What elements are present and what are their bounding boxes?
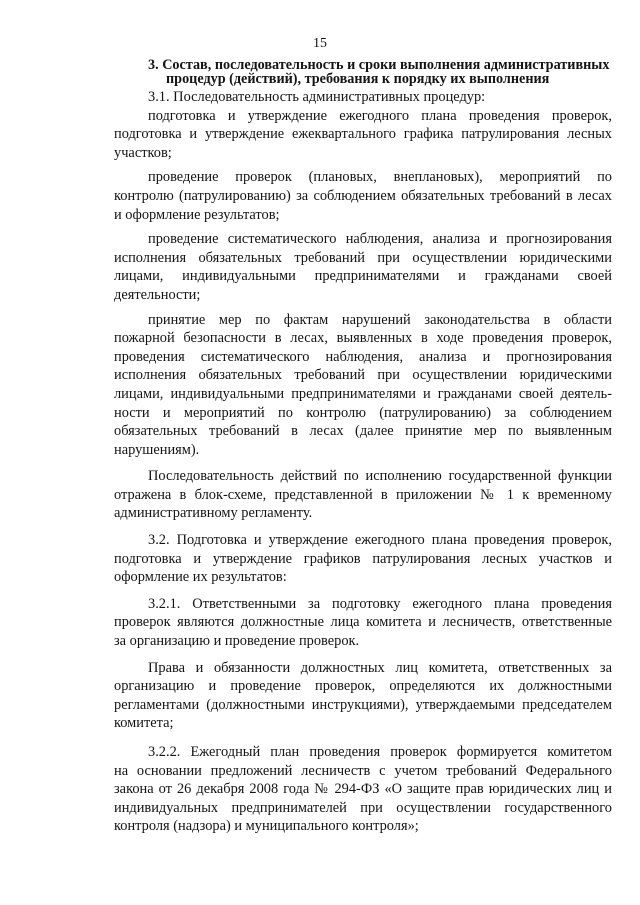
text-line: подготовка и утверждение ежегодного плана проведения проверок, [148,107,612,124]
text-line: нарушениям). [114,441,200,458]
paragraph [114,595,612,651]
text-line: индивидуальных предпринимателей при осуществлении государственного [114,799,612,816]
text-line: пожарной безопасности в лесах, выявленных в ходе проведения проверок, [114,330,612,347]
text-line: контроля (надзора) и муниципального контроля»; [114,818,419,835]
section-heading [148,58,618,86]
section-heading-line: 3. Состав, последовательность и сроки выполнения административных [148,57,610,73]
text-line: регламентами (должностными инструкциями), утверждаемыми председателем [114,696,612,713]
text-line: лицами, индивидуальными предпринимателями и гражданами своей [114,268,612,285]
paragraph [114,311,612,460]
text-line: административному регламенту. [114,505,313,522]
text-line: исполнения обязательных требований при осуществлении юридическими [114,367,612,384]
text-line: на основании предложений лесничеств с учетом требований Федерального [114,762,612,779]
text-line: исполнения обязательных требований при осуществлении юридическими [114,249,612,266]
text-line: участков; [114,144,172,161]
text-line: 3.1. Последовательность административных процедур: [148,89,486,105]
section-heading-line: процедур (действий), требования к порядку их выполнения [166,71,550,87]
paragraph [114,88,612,107]
text-line: контролю (патрулированию) за соблюдением обязательных требований в лесах [114,187,612,204]
text-line: 3.2.1. Ответственными за подготовку ежегодного плана проведения [148,595,612,612]
text-line: лицами, индивидуальными предпринимателями и гражданами своей деятель- [114,385,612,402]
text-line: 3.2. Подготовка и утверждение ежегодного плана проведения проверок, [148,532,612,549]
paragraph [114,467,612,523]
text-line: проведение систематического наблюдения, анализа и прогнозирования [148,231,612,248]
text-line: за организацию и проведение проверок. [114,633,360,650]
text-line: отражена в блок-схеме, представленной в приложении № 1 к временному [114,486,612,503]
paragraph [114,168,612,224]
paragraph [114,743,612,836]
text-line: организацию и проведение проверок, определяются их должностными [114,678,612,695]
text-line: Последовательность действий по исполнению государственной функции [148,468,612,485]
text-line: комитета; [114,715,174,732]
paragraph [114,230,612,304]
text-line: обязательных требований в лесах (далее принятие мер по выявленным [114,423,612,440]
text-line: принятие мер по фактам нарушений законодательства в области [148,311,612,328]
text-line: проведение проверок (плановых, внеплановых), мероприятий по [148,169,612,186]
text-line: Права и обязанности должностных лиц комитета, ответственных за [148,659,612,676]
text-line: проведения систематического наблюдения, анализа и прогнозирования [114,348,612,365]
text-line: 3.2.2. Ежегодный план проведения проверок формируется комитетом [148,744,612,760]
text-line: подготовка и утверждение графиков патрулирования лесных участков и [114,550,612,567]
text-line: оформление их результатов: [114,569,287,586]
paragraph [114,531,612,587]
text-line: деятельности; [114,286,201,303]
paragraph [114,107,612,163]
page-number: 15 [313,36,327,51]
document-body [114,88,612,836]
text-line: проверок являются должностные лица комитета и лесничеств, ответственные [114,614,612,631]
text-line: подготовка и утверждение ежеквартального графика патрулирования лесных [114,126,612,143]
text-line: закона от 26 декабря 2008 года № 294-ФЗ «О защите прав юридических лиц и [114,781,612,798]
paragraph [114,659,612,733]
text-line: и оформление результатов; [114,206,280,223]
text-line: ности и мероприятий по контролю (патрулированию) за соблюдением [114,404,612,421]
